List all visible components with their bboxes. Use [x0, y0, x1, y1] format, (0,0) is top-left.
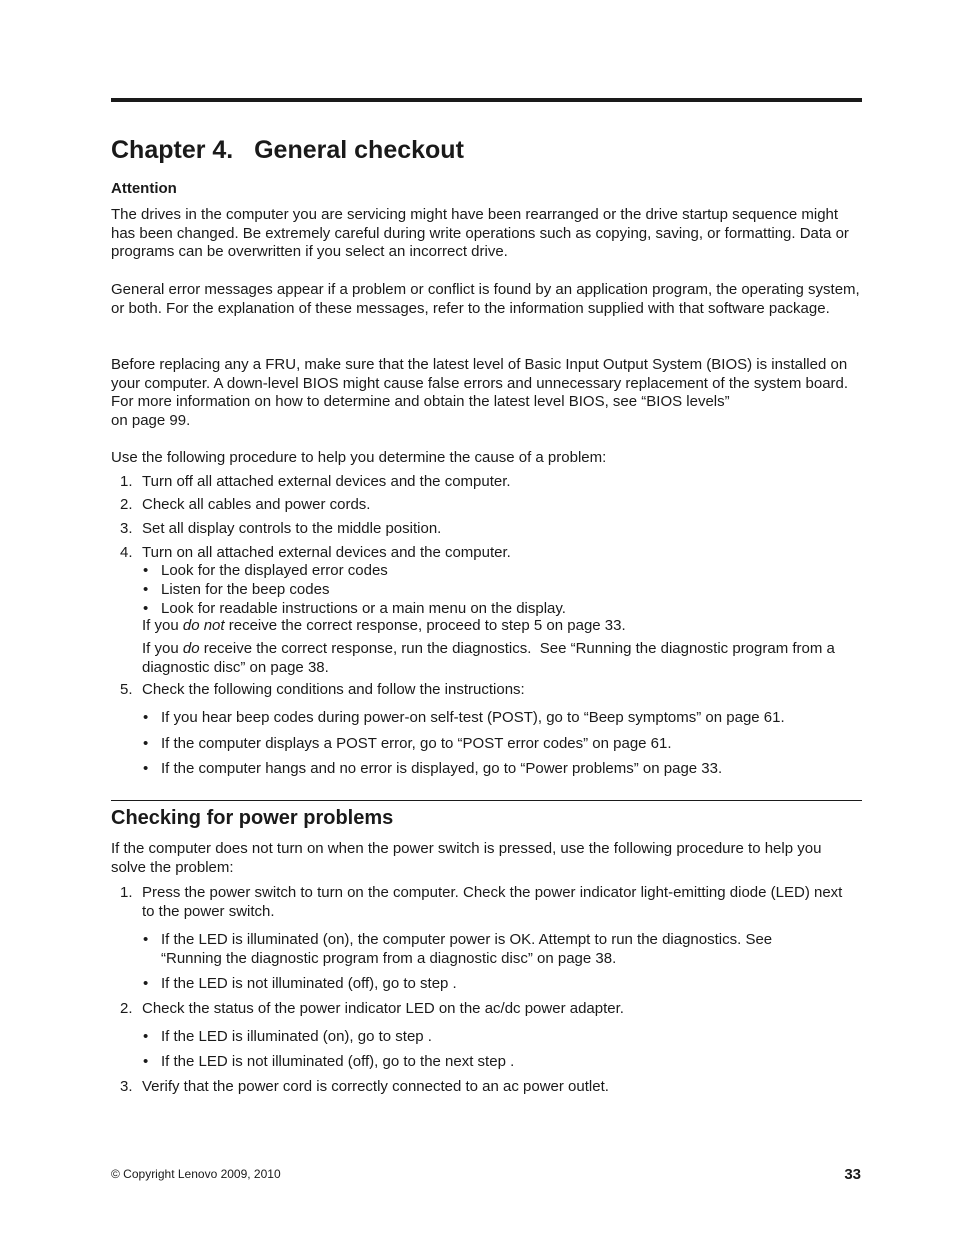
page-number: 33 [844, 1166, 861, 1183]
attention-text: The drives in the computer you are servicing might have been rearranged or the drive startup sequence might has been changed. Be extremely careful during write operations such as copying, saving, or formatting. Data or programs can be overwritten if you select an incorrect drive. [111, 206, 849, 261]
step-text: Check the status of the power indicator LED on the ac/dc power adapter. [142, 1000, 624, 1017]
section-intro: If the computer does not turn on when the power switch is pressed, use the following procedure to help you solve the problem: [111, 840, 822, 876]
step-text: Check the following conditions and follow the instructions: [142, 681, 525, 698]
bios-paragraph [111, 356, 863, 430]
bullet-glyph: • [143, 600, 149, 617]
step-number: 4. [120, 544, 133, 561]
procedure-intro: Use the following procedure to help you determine the cause of a problem: [111, 449, 607, 466]
bullet-glyph: • [143, 581, 149, 598]
bullet-item: Look for the displayed error codes [161, 562, 388, 579]
bullet-item: If the LED is illuminated (on), the computer power is OK. Attempt to run the diagnostics. See “Running the diagnostic program from a diagnostic disc” on page 38. [161, 931, 773, 967]
bullet-glyph: • [143, 975, 149, 992]
bullet-glyph: • [143, 1053, 149, 1070]
step-number: 2. [120, 1000, 133, 1017]
bullet-item: Listen for the beep codes [161, 581, 330, 598]
step-text: Turn off all attached external devices and the computer. [142, 473, 511, 490]
bios-paragraph-text: Before replacing any a FRU, make sure that the latest level of Basic Input Output System (BIOS) is installed on your computer. A down-level BIOS might cause false errors and unnecessary replacement of the system board. For more information on how to determine and obtain the latest level BIOS, see “BIOS levels” [111, 356, 849, 411]
emphasis-do-not: do not [182, 617, 225, 634]
bios-levels-link-page[interactable]: on page 99. [111, 411, 191, 429]
section-title: Checking for power problems [111, 807, 394, 829]
section-rule [111, 800, 862, 801]
step-text: Set all display controls to the middle position. [142, 520, 442, 537]
bullet-glyph: • [143, 760, 149, 777]
bullet-glyph: • [143, 931, 149, 948]
bullet-item: Look for readable instructions or a main menu on the display. [161, 600, 566, 617]
general-errors-paragraph: General error messages appear if a problem or conflict is found by an application program, the operating system, or both. For the explanation of these messages, refer to the information supplied with that software package. [111, 281, 860, 317]
step-number: 3. [120, 520, 133, 537]
attention-heading: Attention [111, 180, 177, 197]
step-number: 1. [120, 473, 133, 490]
bullet-item: If the LED is illuminated (on), go to step . [161, 1028, 432, 1045]
bullet-item: If the LED is not illuminated (off), go to step . [161, 975, 457, 992]
bullet-item: If the computer displays a POST error, go to “POST error codes” on page 61. [161, 735, 672, 752]
bullet-glyph: • [143, 735, 149, 752]
chapter-title: Chapter 4. General checkout [111, 136, 464, 164]
step4-no-response-note: If you do not receive the correct response, proceed to step 5 on page 33. [142, 617, 626, 634]
bullet-glyph: • [143, 1028, 149, 1045]
bullet-item: If the computer hangs and no error is displayed, go to “Power problems” on page 33. [161, 760, 723, 777]
step-number: 5. [120, 681, 133, 698]
step-number: 2. [120, 496, 133, 513]
step4-response-note: If you do receive the correct response, run the diagnostics. See “Running the diagnostic program from a diagnostic disc” on page 38. [142, 640, 840, 676]
chapter-top-rule [111, 98, 862, 102]
step-text: Press the power switch to turn on the computer. Check the power indicator light-emitting diode (LED) next to the power switch. [142, 884, 843, 920]
step-text: Check all cables and power cords. [142, 496, 371, 513]
emphasis-do: do [182, 640, 200, 657]
step-number: 3. [120, 1078, 133, 1095]
step-number: 1. [120, 884, 133, 901]
bullet-glyph: • [143, 709, 149, 726]
bullet-item: If the LED is not illuminated (off), go to the next step . [161, 1053, 515, 1070]
bullet-item: If you hear beep codes during power-on self-test (POST), go to “Beep symptoms” on page 61. [161, 709, 785, 726]
bullet-glyph: • [143, 562, 149, 579]
footer-copyright: © Copyright Lenovo 2009, 2010 [111, 1167, 281, 1181]
step-text: Verify that the power cord is correctly connected to an ac power outlet. [142, 1078, 609, 1095]
step-text: Turn on all attached external devices and the computer. [142, 544, 511, 561]
